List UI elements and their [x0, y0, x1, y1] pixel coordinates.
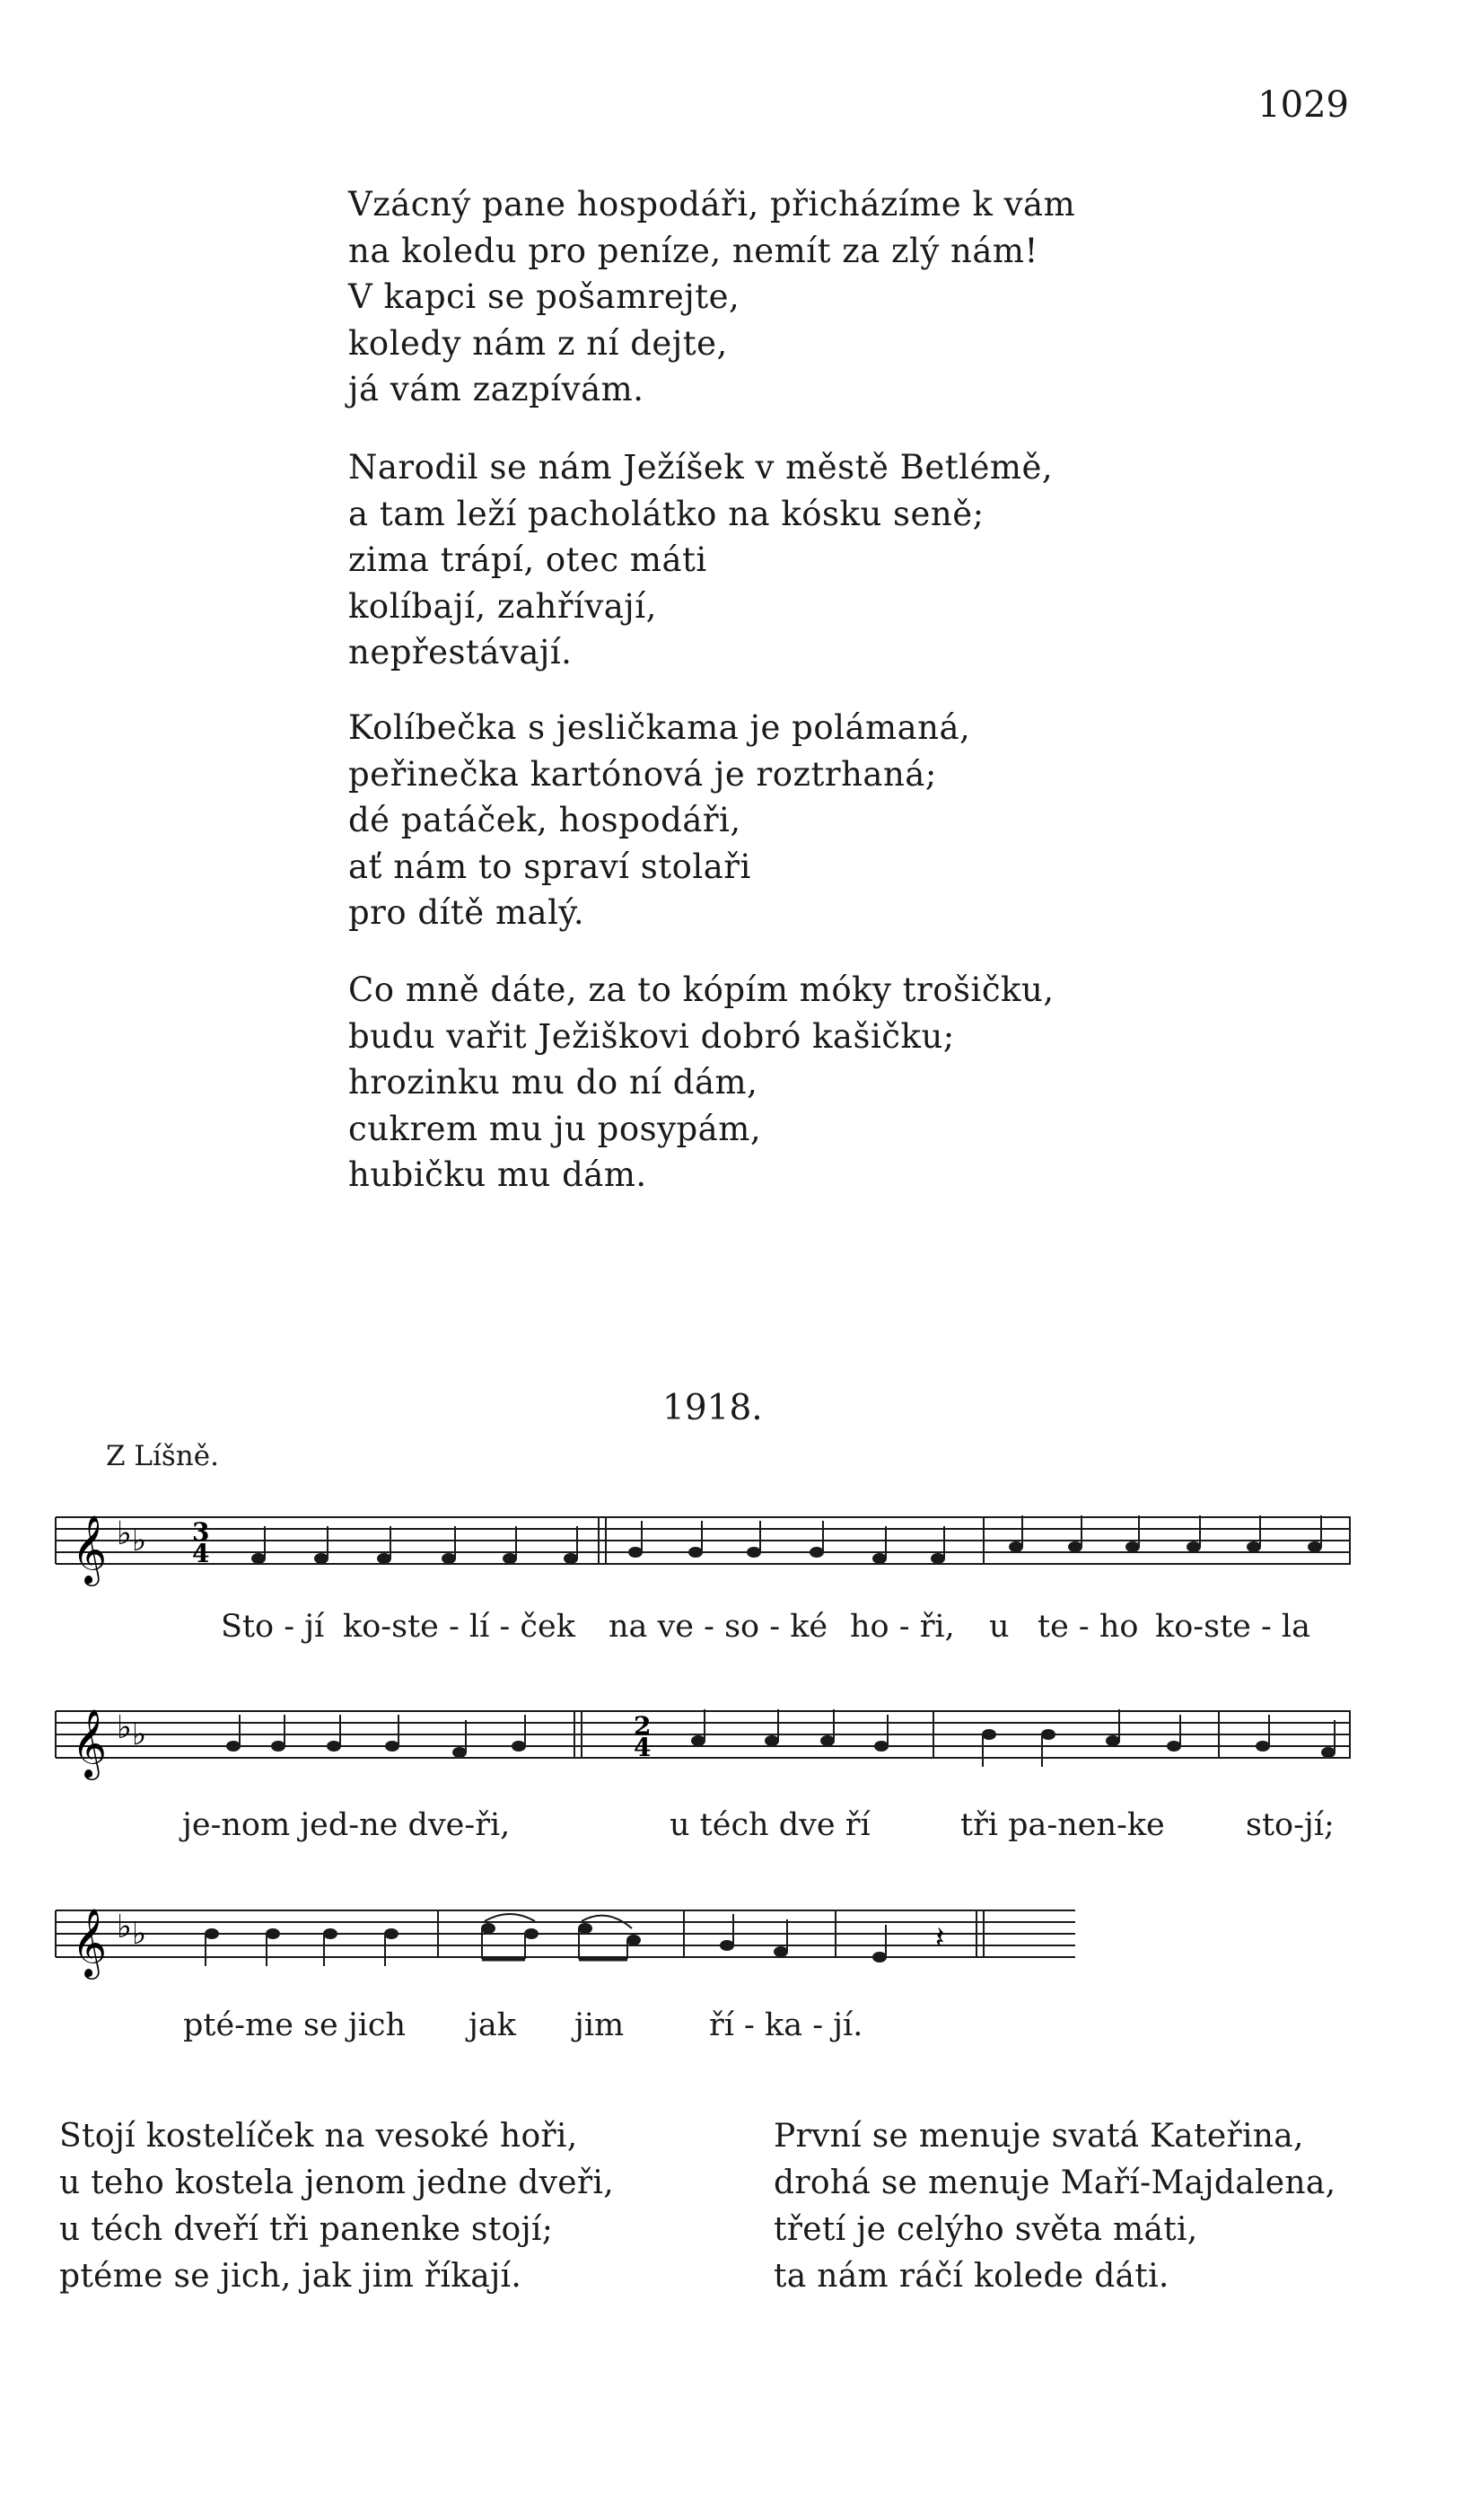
time-sig-top: 3 [192, 1517, 210, 1547]
note [1168, 1742, 1180, 1751]
stanza-line: Kolíbečka s jesličkama je polámaná, [348, 708, 971, 747]
lyric: sto-jí; [1246, 1807, 1335, 1843]
note [1042, 1730, 1055, 1739]
note [206, 1929, 218, 1938]
notes-staff-1 [252, 1515, 1321, 1563]
flat-sign: ♭ [117, 1909, 132, 1945]
stanza-line: cukrem mu ju posypám, [348, 1109, 762, 1148]
note [875, 1742, 888, 1751]
time-sig-top: 2 [634, 1711, 652, 1741]
stanza-line: zima trápí, otec máti [348, 540, 707, 579]
flat-sign: ♭ [132, 1523, 147, 1559]
note [873, 1953, 886, 1962]
slur [485, 1914, 535, 1921]
stanza-line: kolíbají, zahřívají, [348, 586, 657, 626]
note [721, 1941, 733, 1950]
note [315, 1554, 328, 1563]
note [328, 1742, 340, 1751]
note [1107, 1736, 1119, 1745]
stanza-line: budu vařit Ježiškovi dobró kašičku; [348, 1016, 955, 1056]
lyric: ko-ste - lí - ček [343, 1609, 575, 1645]
flat-sign: ♭ [132, 1717, 147, 1752]
lyric: te - ho [1038, 1609, 1139, 1645]
note [766, 1736, 778, 1745]
note [272, 1742, 285, 1751]
note [525, 1929, 538, 1938]
note [512, 1742, 525, 1751]
stanza-3 [348, 705, 1246, 936]
note [579, 1924, 591, 1933]
stanza-line: na koledu pro peníze, nemít za zlý nám! [348, 231, 1038, 270]
treble-clef: 𝄞 [72, 1908, 108, 1977]
note [748, 1548, 760, 1557]
lyric: tři pa-nen-ke [960, 1807, 1165, 1843]
verse-line: ptéme se jich, jak jim říkají. [59, 2258, 522, 2295]
note [689, 1548, 702, 1557]
stanza-line: já vám zazpívám. [348, 370, 644, 408]
stanza-line: ať nám to spraví stolaři [348, 847, 751, 886]
stanza-line: nepřestávají. [348, 633, 573, 672]
note [252, 1554, 265, 1563]
page-number: 1029 [1257, 84, 1349, 126]
note [267, 1929, 279, 1938]
note [821, 1736, 834, 1745]
lyric: jak [469, 2007, 516, 2043]
note [1126, 1542, 1139, 1551]
note [227, 1742, 240, 1751]
note [1322, 1748, 1335, 1757]
note [386, 1742, 398, 1751]
stanza-line: dé patáček, hospodáři, [348, 801, 741, 839]
stanza-line: a tam leží pacholátko na kósku seně; [348, 494, 985, 533]
note [1257, 1742, 1269, 1751]
note [810, 1548, 823, 1557]
verse-right [774, 2113, 1336, 2300]
note [775, 1947, 787, 1956]
note [627, 1936, 640, 1945]
note [692, 1736, 705, 1745]
stanza-line: hrozinku mu do ní dám, [348, 1063, 758, 1102]
lyric: u [989, 1609, 1010, 1645]
stanza-line: pro dítě malý. [348, 893, 585, 932]
stanza-line: peřinečka kartónová je roztrhaná; [348, 754, 937, 794]
stanza-1 [348, 181, 1246, 413]
treble-clef: 𝄞 [72, 1515, 108, 1584]
lyric: ho - ři, [850, 1609, 955, 1645]
flat-sign: ♭ [132, 1916, 147, 1952]
stanza-line: hubičku mu dám. [348, 1155, 647, 1194]
stanza-4 [348, 967, 1246, 1199]
note [378, 1554, 390, 1563]
time-sig-bottom: 4 [634, 1733, 652, 1762]
treble-clef: 𝄞 [72, 1708, 108, 1778]
verse-line: u teho kostela jenom jedne dveři, [59, 2164, 614, 2201]
lyric: Sto - jí [221, 1609, 325, 1645]
verse-left [59, 2113, 614, 2300]
stanza-line: Co mně dáte, za to kópím móky trošičku, [348, 970, 1055, 1009]
stanza-line: V kapci se pošamrejte, [348, 277, 740, 316]
note [385, 1929, 398, 1938]
note [932, 1554, 944, 1563]
music-staff-3 [0, 1901, 1480, 2000]
note [504, 1554, 516, 1563]
note [629, 1548, 642, 1557]
stanza-2 [348, 444, 1246, 676]
note [983, 1730, 995, 1739]
music-staff-1 [0, 1508, 1480, 1607]
lyric: ří - ka - jí. [709, 2007, 863, 2043]
note [453, 1748, 466, 1757]
verse-line: Stojí kostelíček na vesoké hoři, [59, 2118, 578, 2155]
time-sig-bottom: 4 [192, 1539, 210, 1568]
verse-line: třetí je celýho světa máti, [774, 2211, 1198, 2248]
note [1248, 1542, 1260, 1551]
music-staff-2 [0, 1702, 1480, 1801]
flat-sign: ♭ [117, 1709, 132, 1746]
note [482, 1924, 495, 1933]
song-origin: Z Líšně. [106, 1440, 219, 1472]
note [565, 1554, 577, 1563]
note [442, 1554, 455, 1563]
verse-line: První se menuje svatá Kateřina, [774, 2118, 1304, 2155]
note [1309, 1542, 1321, 1551]
note [324, 1929, 337, 1938]
note [1187, 1542, 1200, 1551]
stanza-line: Vzácný pane hospodáři, přicházíme k vám [348, 185, 1076, 224]
lyric: je-nom jed-ne dve-ři, [182, 1807, 511, 1843]
note [873, 1554, 886, 1563]
lyric: u téch dve ří [670, 1807, 871, 1843]
verse-line: ta nám ráčí kolede dáti. [774, 2258, 1169, 2295]
song-number: 1918. [662, 1388, 763, 1428]
verse-line: drohá se menuje Maří-Majdalena, [774, 2164, 1336, 2201]
lyric: na ve - so - ké [609, 1609, 828, 1645]
quarter-rest: 𝄽 [935, 1920, 945, 1956]
verse-line: u téch dveří tři panenke stojí; [59, 2211, 554, 2248]
lyric: jim [574, 2007, 625, 2043]
note [1069, 1542, 1082, 1551]
lyric: ko-ste - la [1155, 1609, 1310, 1645]
stanza-line: koledy nám z ní dejte, [348, 323, 728, 363]
flat-sign: ♭ [117, 1515, 132, 1552]
note [1010, 1542, 1022, 1551]
stanza-line: Narodil se nám Ježíšek v městě Betlémě, [348, 448, 1054, 487]
lyric: pté-me se jich [183, 2007, 407, 2043]
